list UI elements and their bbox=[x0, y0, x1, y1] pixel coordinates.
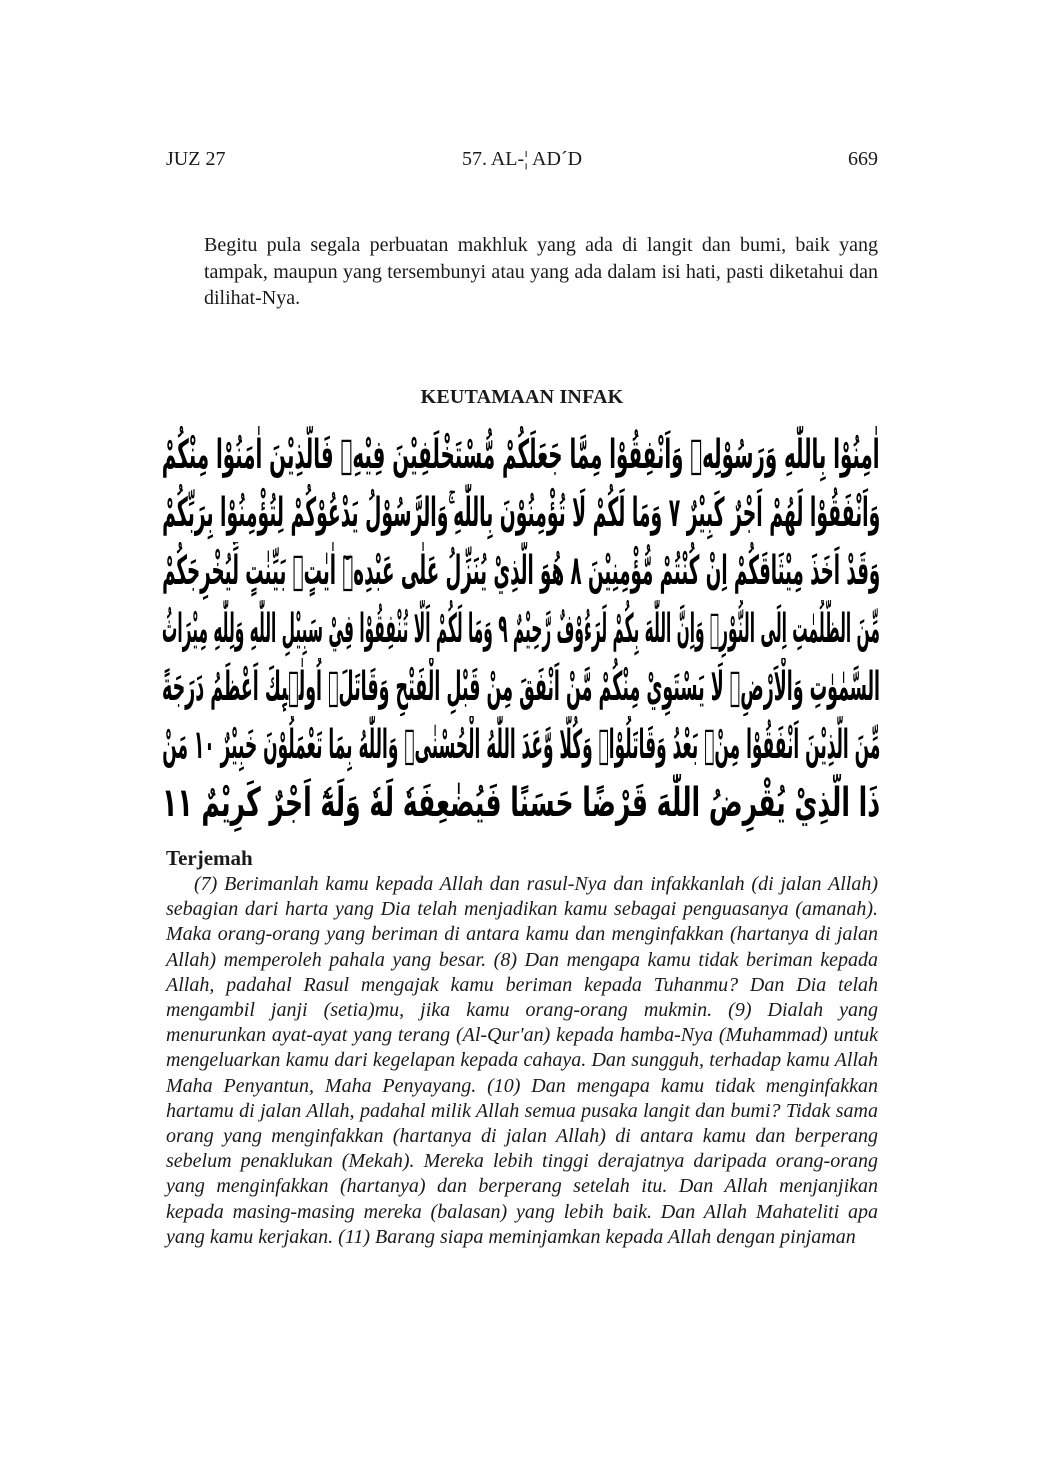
arabic-verse-line: اٰمِنُوْا بِاللّٰهِ وَرَسُوْلِهٖ وَاَنْفِقُوْا مِمَّا جَعَلَكُمْ مُّسْتَخْلَفِيْنَ فِيْهِۗ فَالَّذِيْنَ اٰمَنُوْا مِنْكُمْ bbox=[162, 432, 880, 478]
page-number: 669 bbox=[848, 148, 878, 170]
page-header bbox=[166, 148, 878, 176]
surah-title: 57. AL-¦ AD´D bbox=[461, 148, 583, 170]
arabic-verse-line: مِّنَ الَّذِيْنَ اَنْفَقُوْا مِنْۢ بَعْدُ وَقَاتَلُوْاۗ وَكُلًّا وَّعَدَ اللّٰهُ الْحُسْنٰىۗ وَاللّٰهُ بِمَا تَعْمَلُوْنَ خَبِيْرٌ ١٠ مَنْ bbox=[162, 722, 880, 768]
arabic-verse-line: وَقَدْ اَخَذَ مِيْثَاقَكُمْ اِنْ كُنْتُمْ مُّؤْمِنِيْنَ ٨ هُوَ الَّذِيْ يُنَزِّلُ عَلٰى عَبْدِهٖٓ اٰيٰتٍۢ بَيِّنٰتٍ لِّيُخْرِجَكُمْ bbox=[162, 548, 880, 594]
intro-paragraph: Begitu pula segala perbuatan makhluk yang ada di langit dan bumi, baik yang tampak, maupun yang tersembunyi atau yang ada dalam isi hati, pasti diketahui dan dilihat-Nya. bbox=[204, 234, 878, 309]
arabic-verse-line: السَّمٰوٰتِ وَالْاَرْضِۗ لَا يَسْتَوِيْ مِنْكُمْ مَّنْ اَنْفَقَ مِنْ قَبْلِ الْفَتْحِ وَقَاتَلَۗ اُولٰۤىِٕكَ اَعْظَمُ دَرَجَةً bbox=[162, 664, 880, 710]
arabic-verse-line: ذَا الَّذِيْ يُقْرِضُ اللّٰهَ قَرْضًا حَسَنًا فَيُضٰعِفَهٗ لَهٗ وَلَهٗٓ اَجْرٌ كَرِيْمٌ ١١ bbox=[162, 780, 880, 826]
juz-label: JUZ 27 bbox=[166, 148, 226, 170]
section-title: KEUTAMAAN INFAK bbox=[420, 386, 624, 408]
translation-paragraph: (7) Berimanlah kamu kepada Allah dan rasul-Nya dan infakkanlah (di jalan Allah) sebagian dari harta yang Dia telah menjadikan kamu sebagai penguasanya (amanah). Maka orang-orang yang beriman di antara kamu dan menginfakkan (hartanya di jalan Allah) memperoleh pahala yang besar. (8) Dan mengapa kamu tidak beriman kepada Allah, padahal Rasul mengajak kamu beriman kepada Tuhanmu? Dan Dia telah mengambil janji (setia)mu, jika kamu orang-orang mukmin. (9) Dialah yang menurunkan ayat-ayat yang terang (Al-Qur'an) kepada hamba-Nya (Muhammad) untuk mengeluarkan kamu dari kegelapan kepada cahaya. Dan sungguh, terhadap kamu Allah Maha Penyantun, Maha Penyayang. (10) Dan mengapa kamu tidak menginfakkan hartamu di jalan Allah, padahal milik Allah semua pusaka langit dan bumi? Tidak sama orang yang menginfakkan (hartanya di jalan Allah) di antara kamu dan berperang sebelum penaklukan (Mekah). Mereka lebih tinggi derajatnya daripada orang-orang yang menginfakkan (hartanya) dan berperang setelah itu. Dan Allah menjanjikan kepada masing-masing mereka (balasan) yang lebih baik. Dan Allah Mahateliti apa yang kamu kerjakan. (11) Barang siapa meminjamkan kepada Allah dengan pinjaman bbox=[166, 873, 878, 1248]
translation-heading: Terjemah bbox=[166, 846, 253, 870]
arabic-verse-line: مِّنَ الظُّلُمٰتِ اِلَى النُّوْرِۗ وَاِنَّ اللّٰهَ بِكُمْ لَرَءُوْفٌ رَّحِيْمٌ ٩ وَمَا لَكُمْ اَلَّا تُنْفِقُوْا فِيْ سَبِيْلِ اللّٰهِ وَلِلّٰهِ مِيْرَاثُ bbox=[162, 606, 880, 652]
arabic-verses-block bbox=[162, 426, 880, 834]
arabic-verse-line: وَاَنْفَقُوْا لَهُمْ اَجْرٌ كَبِيْرٌ ٧ وَمَا لَكُمْ لَا تُؤْمِنُوْنَ بِاللّٰهِ ۚوَالرَّسُوْلُ يَدْعُوْكُمْ لِتُؤْمِنُوْا بِرَبِّكُمْ bbox=[162, 490, 880, 536]
